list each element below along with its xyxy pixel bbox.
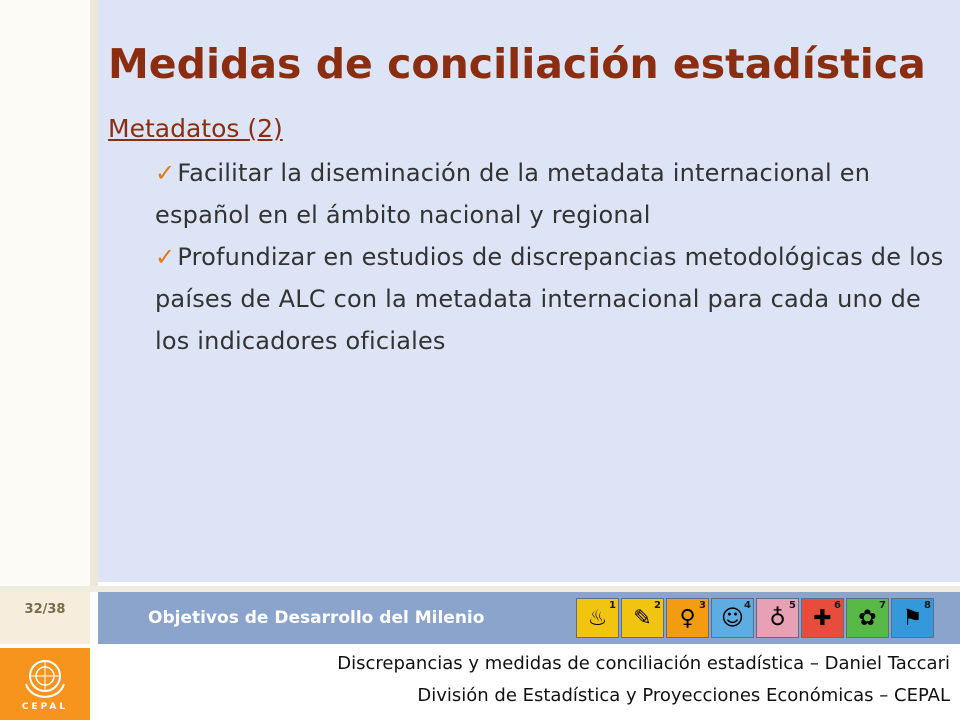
medicine-icon: ✚ (813, 606, 832, 631)
mdg-goal-8 (891, 598, 934, 638)
child-icon: ☺ (721, 606, 744, 631)
goal-number: 8 (924, 600, 931, 611)
mdg-goal-1 (576, 598, 619, 638)
mdg-goal-icons (576, 598, 934, 638)
pregnant-woman-icon: ♁ (769, 606, 786, 631)
bullet-item (155, 152, 955, 236)
pencil-icon: ✎ (633, 606, 652, 631)
bullet-list (155, 152, 955, 362)
goal-number: 6 (834, 600, 841, 611)
checkmark-icon: ✓ (155, 243, 176, 271)
left-divider (90, 0, 98, 586)
female-symbol-icon: ♀ (679, 606, 696, 631)
slide-subtitle: Metadatos (2) (108, 114, 283, 143)
leaf-icon: ✿ (858, 606, 877, 631)
mdg-goal-7 (846, 598, 889, 638)
slide-title: Medidas de conciliación estadística (108, 40, 926, 88)
goal-number: 3 (699, 600, 706, 611)
mdg-goal-6 (801, 598, 844, 638)
goal-number: 1 (609, 600, 616, 611)
mdg-goal-5 (756, 598, 799, 638)
goal-number: 4 (744, 600, 751, 611)
footer-credits (337, 648, 950, 712)
bowl-icon: ♨ (587, 606, 608, 631)
bullet-item (155, 236, 955, 362)
un-emblem-icon (20, 654, 70, 700)
goal-number: 7 (879, 600, 886, 611)
bullet-text: Facilitar la diseminación de la metadata internacional en español en el ámbito nacional y regional (155, 159, 871, 229)
goal-number: 2 (654, 600, 661, 611)
credits-line-division: División de Estadística y Proyecciones Económicas – CEPAL (417, 685, 950, 706)
mdg-goal-2 (621, 598, 664, 638)
page-number-box (0, 592, 90, 644)
mdg-goal-4 (711, 598, 754, 638)
mdg-label: Objetivos de Desarrollo del Milenio (148, 608, 485, 628)
logo-text: CEPAL (21, 702, 69, 712)
credits-line-author: Discrepancias y medidas de conciliación estadística – Daniel Taccari (337, 653, 950, 674)
partnership-icon: ⚑ (902, 606, 923, 631)
checkmark-icon: ✓ (155, 159, 176, 187)
un-cepal-logo (0, 648, 90, 720)
bullet-text: Profundizar en estudios de discrepancias metodológicas de los países de ALC con la metadata internacional para cada uno de los indicadores oficiales (155, 243, 944, 355)
goal-number: 5 (789, 600, 796, 611)
left-margin (0, 0, 90, 586)
page-number: 32/38 (24, 602, 66, 617)
mdg-band (98, 592, 960, 644)
mdg-goal-3 (666, 598, 709, 638)
